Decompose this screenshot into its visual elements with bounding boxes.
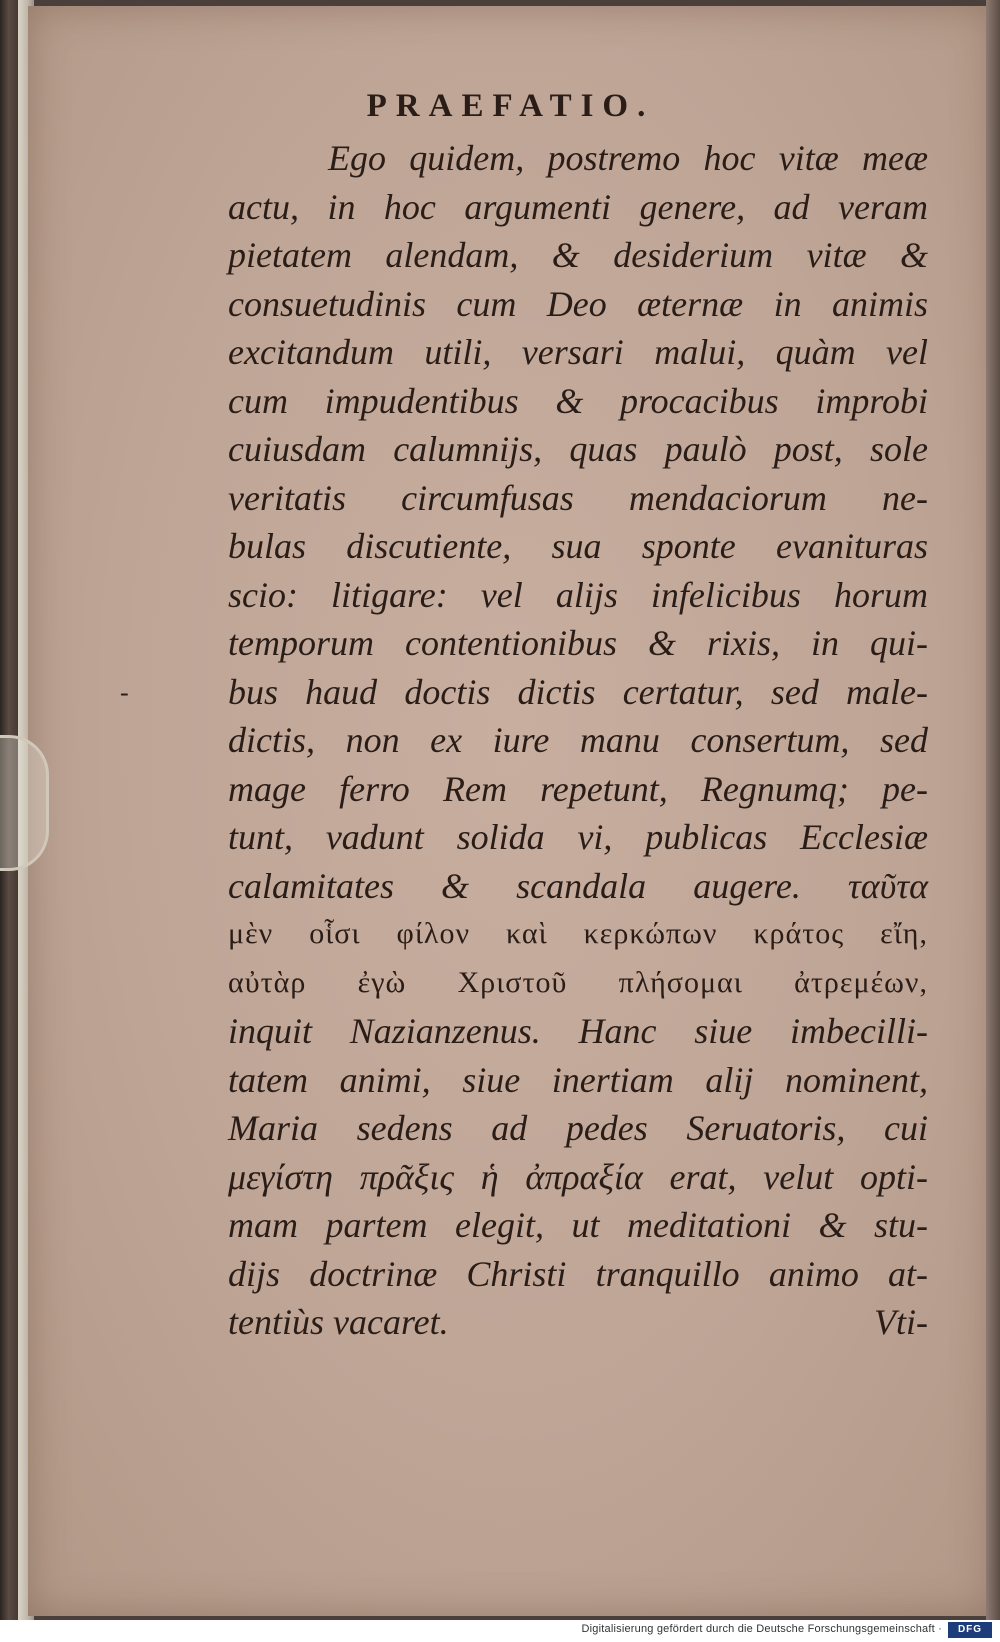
text-line: μὲν οἷσι φίλον καὶ κερκώπων κράτος εἴη,: [228, 917, 928, 950]
body-text: [228, 134, 928, 1347]
footer-bar: [0, 1620, 1000, 1642]
text-line: veritatis circumfusas mendaciorum ne-: [228, 477, 928, 518]
text-line: excitandum utili, versari malui, quàm vel: [228, 332, 928, 372]
dfg-logo: DFG: [948, 1622, 992, 1638]
text-line: μεγίστη πρᾶξις ἡ ἀπραξία erat, velut opti-: [228, 1156, 928, 1197]
text-line: Maria sedens ad pedes Seruatoris, cui: [228, 1108, 928, 1148]
text-line: tatem animi, siue inertiam alij nominent,: [228, 1059, 928, 1100]
text-line: calamitates & scandala augere. ταῦτα: [228, 865, 928, 906]
text-line: bus haud doctis dictis certatur, sed male-: [228, 671, 928, 712]
text-line: bulas discutiente, sua sponte evanituras: [228, 526, 928, 566]
text-line: actu, in hoc argumenti genere, ad veram: [228, 186, 928, 227]
text-line: inquit Nazianzenus. Hanc siue imbecilli-: [228, 1011, 928, 1051]
text-line: αὐτὰρ ἐγὼ Χριστοῦ πλήσομαι ἀτρεμέων,: [228, 965, 928, 999]
text-line: scio: litigare: vel alijs infelicibus horum: [228, 574, 928, 615]
text-line: cuiusdam calumnijs, quas paulò post, sole: [228, 429, 928, 469]
text-line: tentiùs vacaret. Vti-: [228, 1298, 928, 1347]
right-page-edge: [986, 0, 1000, 1620]
text-line: consuetudinis cum Deo æternæ in animis: [228, 283, 928, 324]
text-line: dictis, non ex iure manu consertum, sed: [228, 720, 928, 760]
text-line: tunt, vadunt solida vi, publicas Ecclesiæ: [228, 817, 928, 857]
book-clip: [0, 735, 49, 871]
text-line: mage ferro Rem repetunt, Regnumq; pe-: [228, 768, 928, 809]
text-line: pietatem alendam, & desiderium vitæ &: [228, 235, 928, 275]
catchword: Vti-: [874, 1302, 928, 1342]
text-line: Ego quidem, postremo hoc vitæ meæ: [328, 138, 928, 178]
text-line: temporum contentionibus & rixis, in qui-: [228, 623, 928, 663]
text-line: dijs doctrinæ Christi tranquillo animo at-: [228, 1253, 928, 1294]
funding-credit: Digitalisierung gefördert durch die Deutsche Forschungsgemeinschaft ·: [581, 1623, 942, 1635]
margin-mark: -: [120, 678, 129, 707]
book-page: [28, 6, 993, 1616]
text-line: cum impudentibus & procacibus improbi: [228, 380, 928, 421]
text-line: mam partem elegit, ut meditationi & stu-: [228, 1205, 928, 1245]
page-heading: PRAEFATIO.: [366, 88, 655, 124]
